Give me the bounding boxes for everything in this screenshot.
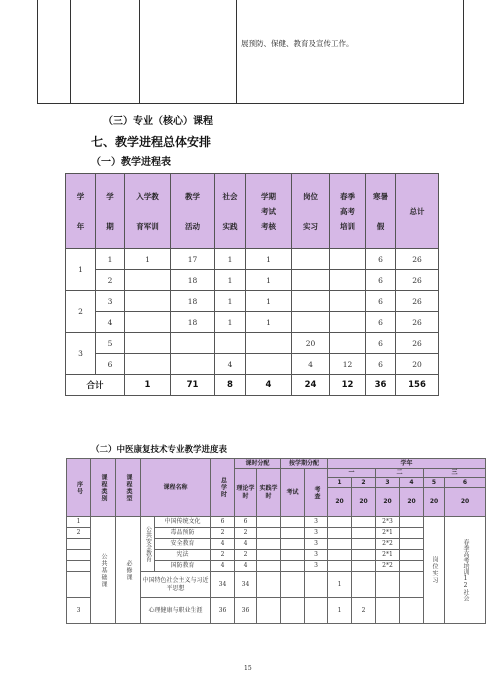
- curriculum-table-continued: [37, 0, 464, 104]
- header-hours-allocation: 课时分配: [235, 459, 281, 469]
- col-social-practice: 社会 实践: [215, 174, 246, 249]
- table-row: 安全教育 4 4 3 2*2: [67, 539, 486, 550]
- heading-teaching-schedule: 七、教学进程总体安排: [91, 135, 212, 149]
- col-practice: 实践学时: [257, 469, 281, 517]
- col-exam: 考试: [281, 469, 305, 517]
- table-row: 4 18 1 1 6 26: [66, 312, 439, 333]
- type-cell: 必修课: [116, 517, 141, 624]
- table-row: 中国特色社会主义与习近平思想 34 34 1: [67, 572, 486, 598]
- table-row: 3 心理健康与职业生涯 36 36 1 2: [67, 598, 486, 624]
- col-course-name: 课程名称: [141, 459, 211, 517]
- table-total-row: 合计 1 71 8 4 24 12 36 156: [66, 375, 439, 396]
- table-header-row: [66, 174, 439, 249]
- table-row: 2 3 18 1 1 6 26: [66, 291, 439, 312]
- table-row: 6 4 4 12 6 20: [66, 354, 439, 375]
- table-row: 3 5 20 6 26: [66, 333, 439, 354]
- col-total: 总计: [396, 174, 439, 249]
- table-row: 国防教育 4 4 3 2*2: [67, 561, 486, 572]
- group-cell: 公共安全教育: [141, 517, 155, 572]
- col-theory: 理论学时: [235, 469, 257, 517]
- col-exam: 学期 考试 考核: [246, 174, 292, 249]
- page-number: 15: [244, 665, 252, 672]
- category-cell: 公共基础课: [91, 517, 116, 624]
- table-row: 1 1 1 17 1 1 6 26: [66, 249, 439, 270]
- year-1: 一: [328, 469, 376, 478]
- teaching-schedule-table: [65, 173, 439, 396]
- col-spring-exam: 春季 高考 培训: [330, 174, 366, 249]
- heading-progress-table: （二）中医康复技术专业教学进度表: [91, 445, 228, 455]
- col-year: 学 年: [66, 174, 96, 249]
- year-2: 二: [376, 469, 424, 478]
- col-type: 课程类型: [116, 459, 141, 517]
- header-exam-allocation: 按学期分配: [281, 459, 328, 469]
- col-check: 考查: [305, 469, 328, 517]
- heading-core-courses: （三）专业（核心）课程: [103, 116, 213, 127]
- col-internship: 岗位 实习: [292, 174, 330, 249]
- progress-table: 序号 课程类别 课程类型 课程名称 总学时 课时分配 按学期分配 学年 理论学时 实践学时 考试 考查 一 二 三 1 2 3 4 5 6 20 20 20 20 20 20 1 公共基础课 必修课 公共安全教育 中国传统文化 6 6 3 2*3 岗位实习 春季高考培训12社会 2 毒品预防 2 2 3 2*1 安全教育 4 4 3 2*2 宪法 2 2 3 2*1 国防教育 4 4 3 2*2 中国特色社会主义与习近平思想 34 34 1 3 心理健康与职业生涯 36 36 1 2: [66, 458, 486, 624]
- heading-schedule-table: （一）教学进程表: [91, 157, 171, 168]
- col-total-hours: 总学时: [211, 459, 235, 517]
- header-academic-year: 学年: [328, 459, 486, 469]
- col-term: 学 期: [96, 174, 125, 249]
- col-vacation: 寒暑 假: [366, 174, 396, 249]
- table-row: 1 公共基础课 必修课 公共安全教育 中国传统文化 6 6 3 2*3 岗位实习 春季高考培训12社会: [67, 517, 486, 528]
- col-seq: 序号: [67, 459, 91, 517]
- col-category: 课程类别: [91, 459, 116, 517]
- table-row: 宪法 2 2 3 2*1: [67, 550, 486, 561]
- table-row: 2 18 1 1 6 26: [66, 270, 439, 291]
- col-entrance-training: 入学教 育军训: [125, 174, 171, 249]
- year-3: 三: [424, 469, 486, 478]
- col-teaching: 教学 活动: [171, 174, 215, 249]
- post-practice-cell: 岗位实习: [424, 517, 445, 624]
- course-description-text: 展预防、保健、教育及宣传工作。: [237, 0, 464, 104]
- table-row: 2 毒品预防 2 2 3 2*1: [67, 528, 486, 539]
- spring-note-cell: 春季高考培训12社会: [445, 517, 486, 624]
